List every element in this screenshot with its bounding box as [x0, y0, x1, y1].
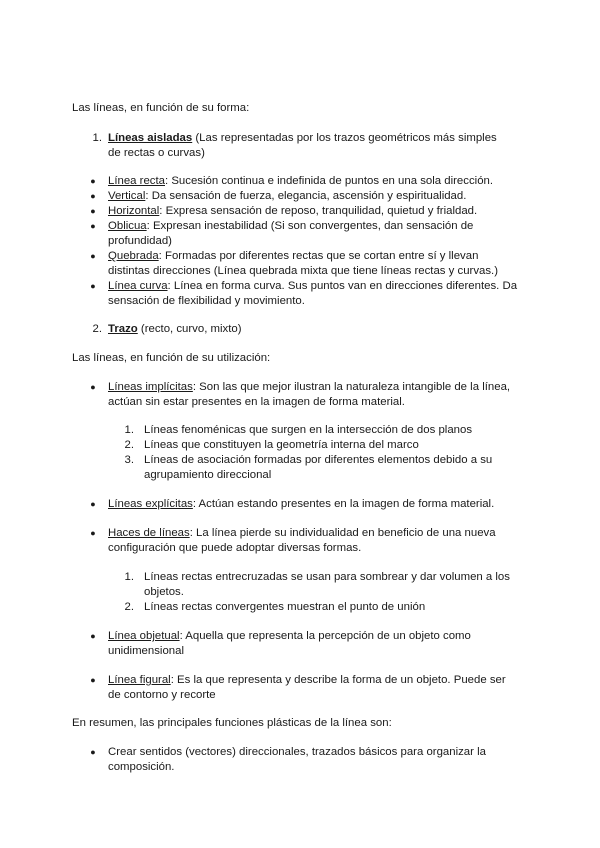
bullet-text [108, 174, 518, 189]
list-number: 2. [124, 439, 134, 451]
desc: : La línea pierde su individualidad en beneficio de una nueva configuración que puede adoptar diversas formas. [108, 527, 496, 554]
term: Vertical [108, 190, 146, 202]
term: Horizontal [108, 205, 160, 217]
bullet-text [108, 497, 518, 512]
term: Haces de líneas [108, 527, 190, 539]
bullet-text [108, 249, 518, 279]
desc: : Formadas por diferentes rectas que se cortan entre sí y llevan distintas direcciones (Línea quebrada mixta que tiene líneas rectas y curvas.) [108, 250, 499, 277]
list-text: Líneas que constituyen la geometría interna del marco [144, 439, 419, 451]
list-number: 2. [92, 323, 102, 335]
intro-utilizacion: Las líneas, en función de su utilización: [72, 352, 271, 364]
bullet-icon: ● [90, 221, 96, 231]
intro-forma: Las líneas, en función de su forma: [72, 102, 250, 114]
bullet-text [108, 189, 518, 204]
bullet-text [108, 673, 518, 703]
bullet-icon: ● [90, 631, 96, 641]
term: Trazo [108, 323, 138, 335]
term: Quebrada [108, 250, 159, 262]
list-text: Líneas rectas convergentes muestran el punto de unión [144, 601, 426, 613]
term: Línea curva [108, 280, 168, 292]
term: Líneas explícitas [108, 498, 193, 510]
bullet-icon: ● [90, 191, 96, 201]
desc: : Actúan estando presentes en la imagen de forma material. [192, 498, 495, 510]
bullet-icon: ● [90, 281, 96, 291]
list-number: 2. [124, 601, 134, 613]
term: Línea objetual [108, 630, 180, 642]
desc: (Las representadas por los trazos geométricos más simples de rectas o curvas) [108, 132, 497, 159]
bullet-text: Crear sentidos (vectores) direccionales, trazados básicos para organizar la composición. [108, 746, 486, 773]
list-number: 1. [124, 571, 134, 583]
bullet-text [108, 279, 518, 309]
list-text: Líneas de asociación formadas por diferentes elementos debido a su agrupamiento direccional [144, 454, 493, 481]
term: Línea figural [108, 674, 171, 686]
bullet-icon: ● [90, 499, 96, 509]
bullet-icon: ● [90, 747, 96, 757]
bullet-text [108, 629, 518, 659]
bullet-text [108, 219, 518, 249]
term: Oblicua [108, 220, 147, 232]
bullet-icon: ● [90, 251, 96, 261]
desc: : Expresan inestabilidad (Si son convergentes, dan sensación de profundidad) [108, 220, 474, 247]
list-number: 1. [92, 132, 102, 144]
bullet-icon: ● [90, 528, 96, 538]
bullet-text [108, 526, 518, 556]
term: Líneas implícitas [108, 381, 193, 393]
desc: : Aquella que representa la percepción de un objeto como unidimensional [108, 630, 471, 657]
bullet-icon: ● [90, 176, 96, 186]
list-text: Líneas fenoménicas que surgen en la intersección de dos planos [144, 424, 473, 436]
desc: (recto, curvo, mixto) [137, 323, 242, 335]
bullet-icon: ● [90, 675, 96, 685]
desc: : Expresa sensación de reposo, tranquilidad, quietud y frialdad. [159, 205, 478, 217]
list-number: 1. [124, 424, 134, 436]
term: Líneas aisladas [108, 132, 193, 144]
list-number: 3. [124, 454, 134, 466]
list-text [108, 322, 508, 337]
desc: : Son las que mejor ilustran la naturaleza intangible de la línea, actúan sin estar presentes en la imagen de forma material. [108, 381, 511, 408]
term: Línea recta [108, 175, 165, 187]
bullet-icon: ● [90, 206, 96, 216]
desc: : Línea en forma curva. Sus puntos van en direcciones diferentes. Da sensación de flexibilidad y movimiento. [108, 280, 518, 307]
bullet-icon: ● [90, 382, 96, 392]
desc: : Sucesión continua e indefinida de puntos en una sola dirección. [165, 175, 494, 187]
bullet-text [108, 204, 518, 219]
list-text: Líneas rectas entrecruzadas se usan para sombrear y dar volumen a los objetos. [144, 571, 510, 598]
desc: : Da sensación de fuerza, elegancia, ascensión y espiritualidad. [145, 190, 467, 202]
bullet-text [108, 380, 518, 410]
desc: : Es la que representa y describe la forma de un objeto. Puede ser de contorno y recorte [108, 674, 506, 701]
list-text [108, 131, 508, 161]
intro-resumen: En resumen, las principales funciones plásticas de la línea son: [72, 717, 392, 729]
